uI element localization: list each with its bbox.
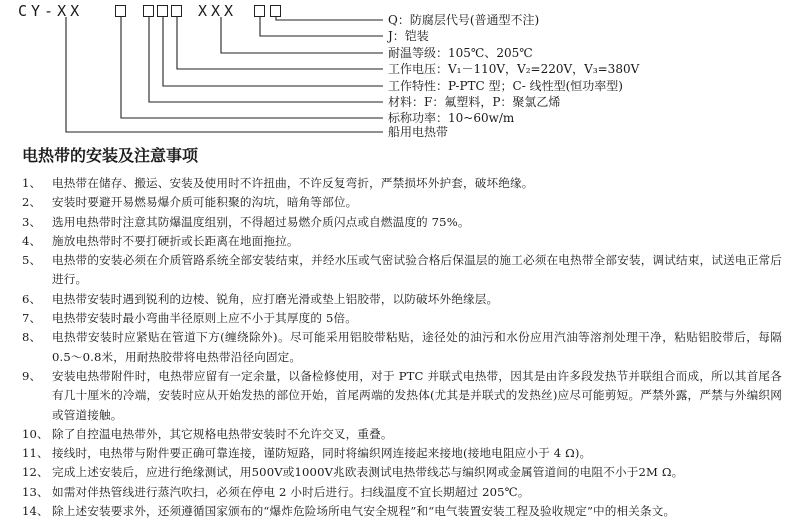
list-item: [22, 290, 782, 309]
item-number: 12、: [22, 465, 49, 480]
item-text: 安装电热带附件时，电热带应留有一定余量，以备检修使用，对于 PTC 并联式电热带，因其是由许多段发热节并联组合而成，所以其首尾各有几十厘米的冷端，安装时应从开始发热的部位开始，首尾两端的发热体(尤其是并联式的发热丝)应尽可能剪短。严禁外露，严禁与外编织网或管道接触。: [52, 368, 782, 422]
item-text: 选用电热带时注意其防爆温度组别，不得超过易燃介质闪点或自燃温度的 75%。: [52, 214, 470, 229]
item-text: 完成上述安装后，应进行绝缘测试，用500V或1000V兆欧表测试电热带线芯与编织网或金属管道间的电阻不小于2M Ω。: [52, 465, 684, 480]
item-text: 电热带安装时最小弯曲半径原则上应不小于其厚度的 5倍。: [52, 311, 357, 326]
installation-notes-list: [22, 174, 782, 521]
item-number: 11、: [22, 446, 49, 461]
legend-anticorrosion: Q：防腐层代号(普通型不注): [388, 13, 540, 27]
item-text: 除了自控温电热带外，其它规格电热带安装时不允许交叉，重叠。: [52, 426, 393, 441]
legend-marine-heating-cable: 船用电热带: [388, 125, 449, 139]
item-text: 接线时，电热带与附件要正确可靠连接，谨防短路，同时将编织网连接起来接地(接地电阻应小于 4 Ω)。: [52, 446, 592, 461]
item-text: 电热带在储存、搬运、安装及使用时不许扭曲，不许反复弯折，严禁损坏外护套，破坏绝缘。: [52, 176, 534, 190]
list-item: [22, 425, 782, 444]
item-number: 4、: [22, 233, 42, 248]
item-number: 8、: [22, 330, 42, 345]
legend-armored: J：铠装: [388, 29, 429, 43]
item-number: 6、: [22, 291, 42, 306]
list-item: [22, 463, 782, 482]
item-text: 除上述安装要求外，还须遵循国家颁布的“爆炸危险场所电气安全规程”和“电气装置安装工程及验收规定”中的相关条文。: [52, 504, 676, 519]
model-code-prefix: CY-XX: [18, 2, 84, 20]
model-code-diagram: [0, 0, 788, 140]
legend-working-voltage: 工作电压：V₁－110V，V₂=220V，V₃=380V: [388, 62, 640, 76]
item-number: 14、: [22, 504, 49, 519]
item-text: 如需对伴热管线进行蒸汽吹扫，必须在停电 2 小时后进行。扫线温度不宜长期超过 205℃。: [52, 484, 530, 499]
item-number: 1、: [22, 176, 42, 190]
item-number: 10、: [22, 426, 49, 441]
item-text: 电热带的安装必须在介质管路系统全部安装结束，并经水压或气密试验合格后保温层的施工必须在电热带全部安装，调试结束，试送电正常后进行。: [52, 253, 782, 287]
legend-working-characteristic: 工作特性：P-PTC 型；C- 线性型(恒功率型): [388, 79, 623, 93]
list-item: [22, 213, 782, 232]
item-number: 2、: [22, 195, 42, 210]
item-number: 5、: [22, 253, 42, 268]
list-item: [22, 328, 782, 367]
item-text: 电热带安装时应紧贴在管道下方(缠绕除外)。尽可能采用铝胶带粘贴，途径处的油污和水份应用汽油等溶剂处理干净，粘贴铝胶带后，每隔 0.5～0.8米，用耐热胶带将电热带沿径向固定。: [52, 330, 782, 364]
list-item: [22, 444, 782, 463]
item-number: 3、: [22, 214, 42, 229]
list-item: [22, 232, 782, 251]
list-item: [22, 502, 782, 521]
list-item: [22, 483, 782, 502]
item-number: 7、: [22, 311, 42, 326]
item-text: 电热带安装时遇到锐利的边棱、锐角，应打磨光滑或垫上铝胶带，以防破坏外绝缘层。: [52, 291, 499, 306]
list-item: [22, 174, 782, 193]
model-code-part: XXX: [198, 2, 238, 20]
list-item: [22, 251, 782, 290]
legend-material: 材料：F：氟塑料，P：聚氯乙烯: [388, 95, 561, 109]
legend-temperature-class: 耐温等级：105℃、205℃: [388, 46, 533, 60]
list-item: [22, 309, 782, 328]
item-text: 施放电热带时不要打硬折或长距离在地面拖拉。: [52, 233, 299, 248]
section-title: 电热带的安装及注意事项: [22, 146, 199, 165]
item-number: 9、: [22, 368, 42, 383]
list-item: [22, 367, 782, 425]
legend-nominal-power: 标称功率：10~60w/m: [388, 111, 515, 125]
list-item: [22, 193, 782, 212]
item-number: 13、: [22, 484, 49, 499]
item-text: 安装时要避开易燃易爆介质可能积聚的沟坑，暗角等部位。: [52, 195, 358, 210]
